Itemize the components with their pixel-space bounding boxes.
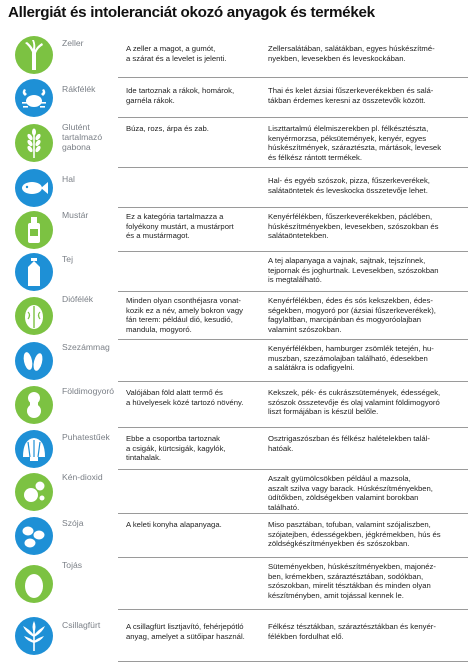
allergen-row <box>0 118 474 168</box>
allergen-occurrence <box>268 176 464 195</box>
allergen-occurrence-line: Osztrigaszószban és félkész halételekben talál- <box>268 434 430 443</box>
nut-icon <box>15 297 53 335</box>
allergen-row <box>0 208 474 252</box>
allergen-description <box>126 622 256 641</box>
allergen-description-line: és a mustármagot. <box>126 231 190 241</box>
allergen-occurrence-line: tákban érdemes keresni az összetevők között. <box>268 95 426 105</box>
shell-icon <box>15 430 53 468</box>
allergen-name-line: Tej <box>62 254 73 264</box>
allergen-occurrence-line: Kenyérfélékben, fűszerkeverékekben, páclében, <box>268 212 433 221</box>
allergen-name-line: Mustár <box>62 210 89 220</box>
allergen-occurrence-line: kenyérmorzsa, péksütemények, kenyér, egyes <box>268 133 427 143</box>
allergen-description-line: A keleti konyha alapanyaga. <box>126 520 222 529</box>
allergen-row <box>0 514 474 558</box>
allergen-description <box>126 388 256 407</box>
sesame-icon <box>15 342 53 380</box>
allergen-description-line: Valójában föld alatt termő és <box>126 388 223 397</box>
allergen-name <box>62 84 120 94</box>
allergen-occurrence <box>268 86 464 105</box>
allergen-description <box>126 212 256 241</box>
allergen-occurrence <box>268 388 464 417</box>
bubbles-icon <box>15 473 53 511</box>
allergen-occurrence-line: Kekszek, pék- és cukrászsütemények, édességek, <box>268 388 441 397</box>
allergen-name-line: Puhatestűek <box>62 432 110 442</box>
allergen-occurrence <box>268 296 464 334</box>
milk-icon <box>15 253 53 291</box>
allergen-occurrence <box>268 256 464 285</box>
allergen-occurrence-line: Hal- és egyéb szószok, pizza, fűszerkeverékek, <box>268 176 430 185</box>
allergen-description <box>126 296 256 334</box>
allergen-description-line: mandula, mogyoró. <box>126 324 192 334</box>
allergen-occurrence <box>268 474 464 512</box>
allergen-occurrence-line: Liszttartalmú élelmiszerekben pl. félkésztészta, <box>268 124 429 133</box>
allergen-row <box>0 610 474 662</box>
allergen-row <box>0 292 474 340</box>
allergen-name <box>62 38 120 48</box>
allergen-occurrence-line: salátaöntetekben. <box>268 231 329 241</box>
allergen-description <box>126 86 256 105</box>
allergen-name <box>62 432 120 442</box>
allergen-description-line: a szárat és a levelet is jelenti. <box>126 53 227 63</box>
allergen-name <box>62 560 120 570</box>
allergen-occurrence <box>268 44 464 63</box>
allergen-description-line: fán terem: például dió, kesudió, <box>126 315 233 325</box>
allergen-occurrence-line: nyekben, levesekben és leveskockában. <box>268 53 406 63</box>
allergen-name <box>62 518 120 528</box>
allergen-occurrence-line: ben, krémekben, száraztésztában, sodókban, <box>268 571 424 581</box>
crab-icon <box>15 79 53 117</box>
allergen-occurrence-line: készítményben, amit tojással kennek le. <box>268 590 404 600</box>
allergen-occurrence <box>268 212 464 241</box>
allergen-occurrence-line: szójatejben, édességekben, jégkrémekben, hús és <box>268 529 441 539</box>
allergen-name-line: Csillagfürt <box>62 620 101 630</box>
allergen-description-line: Minden olyan csonthéjasra vonat- <box>126 296 241 305</box>
allergen-description-line: garnéla rákok. <box>126 95 175 105</box>
allergen-occurrence-line: és félkész rántott termékek. <box>268 152 362 162</box>
allergen-occurrence-line: szószok összetevője és olaj valamint földimogyoró <box>268 397 440 407</box>
allergen-occurrence-line: a salátákra is odafigyelni. <box>268 363 355 373</box>
allergen-row <box>0 340 474 382</box>
allergen-occurrence-line: aszalt szilva vagy barack. Húskészítményekben, <box>268 483 433 493</box>
allergen-name <box>62 386 120 396</box>
wheat-icon <box>15 124 53 162</box>
allergen-description-line: folyékony mustárt, a mustárport <box>126 221 234 231</box>
allergen-description-line: A csillagfürt lisztjavító, fehérjepótló <box>126 622 244 631</box>
fish-icon <box>15 169 53 207</box>
allergen-description-line: Ide tartoznak a rákok, homárok, <box>126 86 235 95</box>
allergen-occurrence-line: liszt formájában is készül belőle. <box>268 407 379 417</box>
allergen-row <box>0 558 474 610</box>
allergen-name-line: Kén-dioxid <box>62 472 103 482</box>
allergen-occurrence-line: üdítőkben, zöldségekben valamint borokban <box>268 493 419 503</box>
allergen-name <box>62 210 120 220</box>
allergen-occurrence-line: húskészítmények, száraztészta, mártások, levesek <box>268 143 442 153</box>
allergen-row <box>0 78 474 118</box>
allergen-description <box>126 124 256 134</box>
egg-icon <box>15 565 53 603</box>
allergen-occurrence-line: található. <box>268 502 300 512</box>
allergen-name <box>62 254 120 264</box>
allergen-occurrence-line: tejpornak és joghurtnak. Levesekben, szószokban <box>268 265 439 275</box>
allergen-occurrence-line: szószokban, mirelit tésztákban és minden olyan <box>268 581 431 591</box>
allergen-name-line: Rákfélék <box>62 84 96 94</box>
peanut-icon <box>15 386 53 424</box>
allergen-occurrence-line: Félkész tésztákban, száraztésztákban és kenyér- <box>268 622 436 631</box>
allergen-description <box>126 520 256 530</box>
allergen-description-line: a hüvelyesek közé tartozó növény. <box>126 397 244 407</box>
allergen-name-line: Hal <box>62 174 75 184</box>
allergen-name-line: Diófélék <box>62 294 94 304</box>
soy-icon <box>15 517 53 555</box>
allergen-occurrence <box>268 344 464 373</box>
allergen-row <box>0 32 474 78</box>
row-divider <box>118 661 468 662</box>
celery-icon <box>15 36 53 74</box>
lupin-icon <box>15 617 53 655</box>
allergen-occurrence-line: Süteményekben, húskészítményekben, majonéz- <box>268 562 436 571</box>
allergen-row <box>0 428 474 470</box>
allergen-name <box>62 472 120 482</box>
mustard-icon <box>15 211 53 249</box>
allergen-name-line: Földimogyoró <box>62 386 115 396</box>
allergen-description-line: Búza, rozs, árpa és zab. <box>126 124 209 133</box>
allergen-occurrence-line: fagylaltban, marcipánban és mogyoróolajban <box>268 315 421 325</box>
allergen-name-line: Zeller <box>62 38 84 48</box>
allergen-occurrence <box>268 562 464 600</box>
allergen-description-line: a csigák, kürtcsigák, kagylók, <box>126 443 226 453</box>
allergen-name <box>62 620 120 630</box>
allergen-row <box>0 470 474 514</box>
allergen-occurrence-line: hatóak. <box>268 443 294 453</box>
allergen-name <box>62 122 120 152</box>
allergen-occurrence-line: Kenyérfélékben, hamburger zsömlék tetején, hu- <box>268 344 434 353</box>
allergen-occurrence-line: valamint szószokban. <box>268 324 342 334</box>
allergen-occurrence-line: Miso pasztában, tofuban, valamint szójaliszben, <box>268 520 431 529</box>
allergen-description-line: kozik ez a név, amely bokron vagy <box>126 305 243 315</box>
allergen-occurrence-line: Aszalt gyümölcsökben például a mazsola, <box>268 474 411 483</box>
allergen-description-line: Ez a kategória tartalmazza a <box>126 212 224 221</box>
allergen-name <box>62 174 120 184</box>
allergen-occurrence-line: salátaöntetek és leveskocka összetevője lehet. <box>268 185 428 195</box>
allergen-name-line: Tojás <box>62 560 83 570</box>
allergen-description <box>126 44 256 63</box>
allergen-occurrence-line: Thai és kelet ázsiai fűszerkeverékekben és salá- <box>268 86 434 95</box>
allergen-description-line: tintahalak. <box>126 453 162 463</box>
allergen-occurrence <box>268 124 464 162</box>
allergen-occurrence-line: félékben fordulhat elő. <box>268 631 344 641</box>
allergen-name-line: tartalmazó <box>62 132 103 142</box>
allergen-occurrence <box>268 434 464 453</box>
allergen-name-line: gabona <box>62 142 91 152</box>
allergen-name <box>62 342 120 352</box>
allergen-description-line: anyag, amelyet a sütőipar használ. <box>126 631 245 641</box>
allergen-description <box>126 434 256 463</box>
allergen-row <box>0 252 474 292</box>
allergen-occurrence-line: is megtalálható. <box>268 275 322 285</box>
allergen-occurrence <box>268 622 464 641</box>
allergen-row <box>0 168 474 208</box>
allergen-occurrence-line: Kenyérfélékben, édes és sós kekszekben, édes- <box>268 296 433 305</box>
allergen-name-line: Szezámmag <box>62 342 110 352</box>
allergen-occurrence <box>268 520 464 549</box>
allergen-description-line: A zeller a magot, a gumót, <box>126 44 216 53</box>
allergen-occurrence-line: Zellersalátában, salátákban, egyes húskészítmé- <box>268 44 435 53</box>
allergen-name-line: Szója <box>62 518 84 528</box>
allergen-occurrence-line: muszban, szezámolajban található, édesekben <box>268 353 428 363</box>
allergen-occurrence-line: A tej alapanyaga a vajnak, sajtnak, tejszínnek, <box>268 256 426 265</box>
allergen-name-line: Glutént <box>62 122 90 132</box>
page-title: Allergiát és intoleranciát okozó anyagok és termékek <box>8 4 375 21</box>
allergen-name <box>62 294 120 304</box>
allergen-row <box>0 382 474 428</box>
allergen-occurrence-line: ségekben, mogyoró por (ázsiai fűszerkeverékek), <box>268 305 436 315</box>
allergen-occurrence-line: húskészítményekben, levesekben, szószokban és <box>268 221 439 231</box>
allergen-occurrence-line: zöldségkészítményekben és szószokban. <box>268 539 410 549</box>
allergen-description-line: Ebbe a csoportba tartoznak <box>126 434 221 443</box>
